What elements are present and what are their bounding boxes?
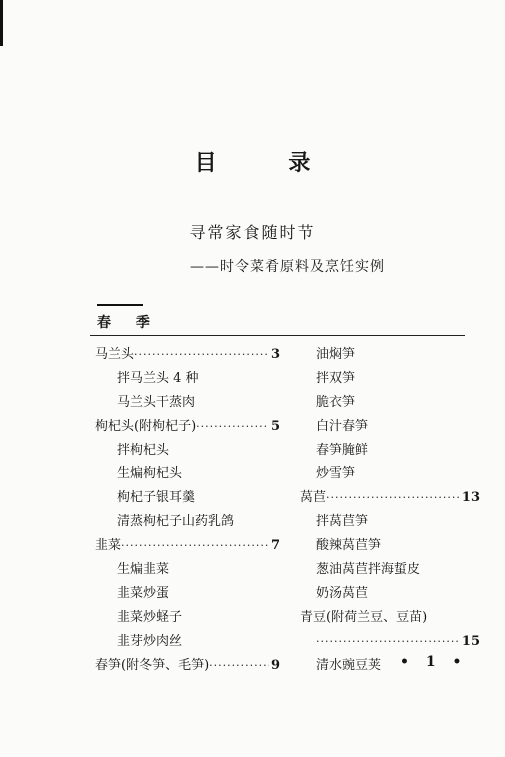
toc-subentry[interactable]: 枸杞子银耳羹 <box>117 490 196 506</box>
toc-subentry[interactable]: 拌马兰头 4 种 <box>117 370 199 386</box>
toc-page-number: 13 <box>461 490 480 506</box>
toc-subentry[interactable]: 春笋腌鲜 <box>316 442 369 458</box>
toc-entry-title: 枸杞头(附枸杞子) <box>95 418 197 434</box>
toc-page-number: 3 <box>270 347 280 362</box>
toc-subentry[interactable]: 拌枸杞头 <box>117 442 170 458</box>
toc-leader-dots <box>121 534 269 558</box>
toc-subentry[interactable]: 生煸韭菜 <box>117 562 170 578</box>
toc-leader-dots <box>209 654 269 678</box>
toc-entry[interactable] <box>300 486 480 510</box>
page-title: 目 录 <box>194 150 343 176</box>
book-subtitle: 寻常家食随时节 <box>189 223 316 242</box>
toc-subentry[interactable]: 生煸枸杞头 <box>117 466 183 482</box>
toc-subentry[interactable]: 拌莴苣笋 <box>316 514 369 530</box>
toc-entry-title: 莴苣 <box>300 490 327 506</box>
toc-subentry[interactable]: 炒雪笋 <box>316 466 356 482</box>
toc-subentry[interactable]: 油焖笋 <box>316 347 356 362</box>
page-edge-mark <box>0 0 3 46</box>
toc-column-left <box>95 343 280 677</box>
toc-page-number: 9 <box>270 657 280 673</box>
section-divider <box>90 335 465 336</box>
toc-entry[interactable] <box>95 415 280 439</box>
toc-page-number: 5 <box>270 418 280 434</box>
toc-page-number: 7 <box>270 538 280 554</box>
toc-subentry[interactable]: 脆衣笋 <box>316 394 356 410</box>
toc-entry-title: 春笋(附冬笋、毛笋) <box>95 657 210 673</box>
book-subline: ——时令菜肴原料及烹饪实例 <box>190 259 385 275</box>
toc-subentry[interactable]: 韭菜炒蛋 <box>117 585 170 601</box>
toc-entry[interactable] <box>95 343 280 367</box>
toc-leader-dots <box>316 630 460 654</box>
section-top-rule <box>97 304 143 306</box>
toc-entry[interactable] <box>95 534 280 558</box>
toc-subentry[interactable]: 葱油莴苣拌海蜇皮 <box>316 562 421 578</box>
toc-subentry[interactable]: 清水豌豆荚 <box>316 657 382 673</box>
toc-leader-dots <box>196 415 269 439</box>
section-heading: 春 季 <box>97 315 160 331</box>
toc-subentry[interactable]: 韭菜炒蛏子 <box>117 609 183 625</box>
toc-column-right <box>300 343 480 677</box>
toc-subentry[interactable]: 拌双笋 <box>316 370 356 386</box>
toc-subentry[interactable]: 酸辣莴苣笋 <box>316 538 382 554</box>
toc-entry-title: 马兰头 <box>95 347 135 362</box>
toc-entry-title[interactable]: 青豆(附荷兰豆、豆苗) <box>300 609 428 625</box>
toc-entry-title: 韭菜 <box>95 538 122 554</box>
toc-subentry[interactable]: 奶汤莴苣 <box>316 585 369 601</box>
toc-leader-dots <box>326 486 460 510</box>
toc-subentry[interactable]: 清蒸枸杞子山药乳鸽 <box>117 514 235 530</box>
toc-subentry[interactable]: 马兰头干蒸肉 <box>117 394 196 410</box>
toc-entry[interactable] <box>95 654 280 678</box>
toc-leader-dots <box>134 343 269 367</box>
toc-page-number: 15 <box>461 633 480 649</box>
toc-entry-continuation[interactable] <box>300 630 480 654</box>
toc-subentry[interactable]: 韭芽炒肉丝 <box>117 633 183 649</box>
page-number: • 1 • <box>400 654 468 670</box>
toc-subentry[interactable]: 白汁春笋 <box>316 418 369 434</box>
